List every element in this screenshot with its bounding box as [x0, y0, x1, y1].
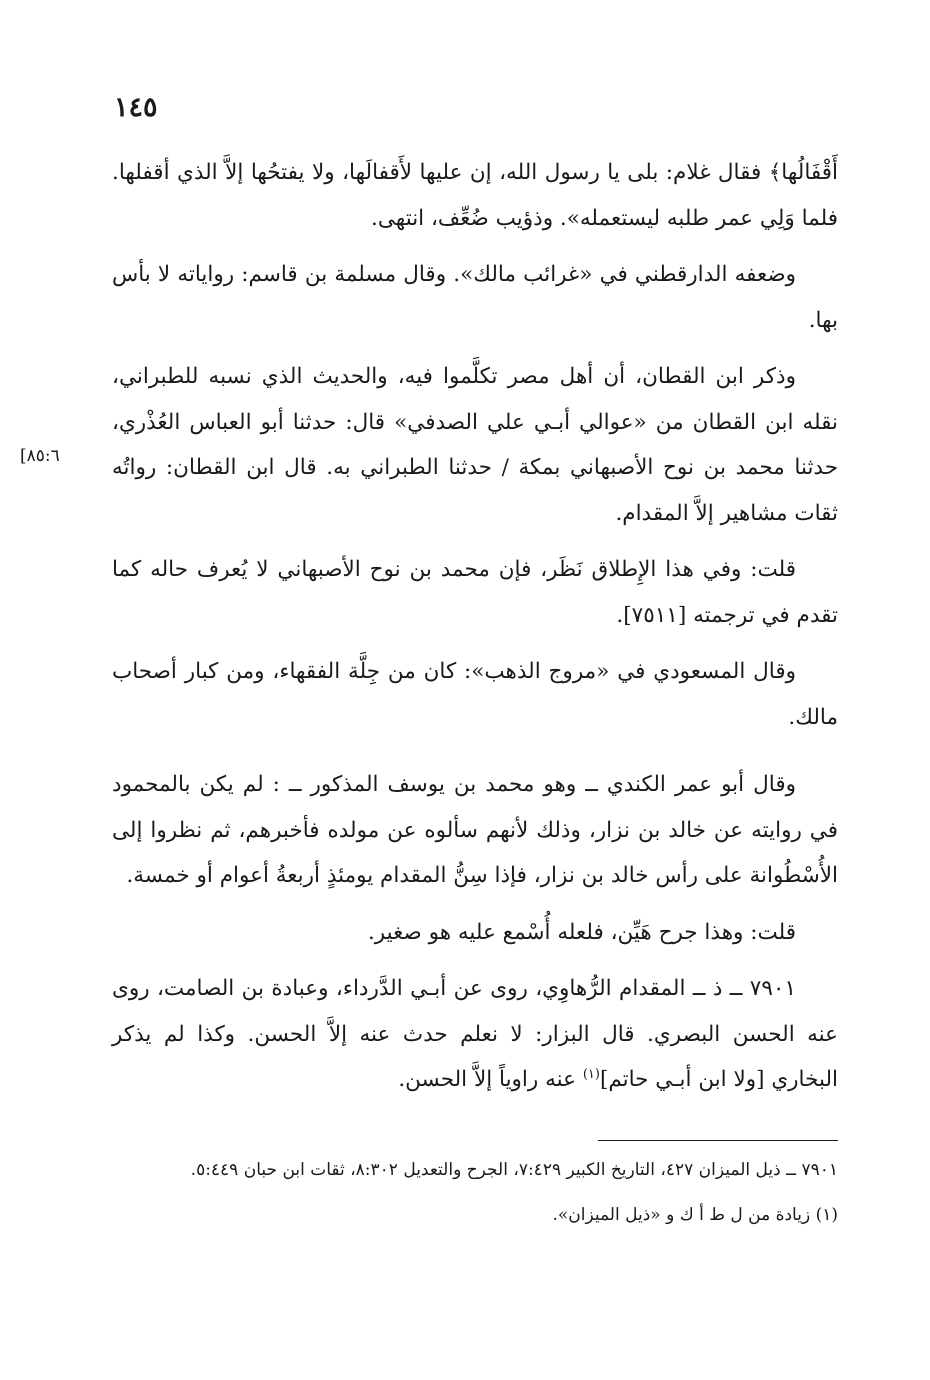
footnote-1: (١) زيادة من ل ط أ ك و «ذيل الميزان». — [552, 1205, 838, 1225]
entry-text-before-note: ٧٩٠١ ــ ذ ــ المقدام الرُّهاوِي، روى عن أبـي الدَّرداء، وعبادة بن الصامت، روى عنه الحسن البصري. قال البزار: لا نعلم حدث عنه إلاَّ الحسن. وكذا لم يذكر البخاري [ولا ابن أبـي حاتم] — [112, 976, 838, 1092]
footnote-sources: ٧٩٠١ ــ ذيل الميزان ٤٢٧، التاريخ الكبير ٧:٤٢٩، الجرح والتعديل ٨:٣٠٢، ثقات ابن حبان ٥:٤٤٩. — [190, 1160, 838, 1180]
paragraph-masudi: وقال المسعودي في «مروج الذهب»: كان من جِلَّة الفقهاء، ومن كبار أصحاب مالك. — [112, 659, 838, 730]
paragraph-kindi: وقال أبو عمر الكندي ــ وهو محمد بن يوسف المذكور ــ : لم يكن بالمحمود في روايته عن خالد بن نزار، وذلك لأنهم سألوه عن مولده فأخبرهم، ثم نظروا إلى الأُسْطُوانة على رأس خالد بن نزار، فإذا سِنُّ المقدام يومئذٍ أربعةُ أعوام أو خمسة. — [112, 772, 838, 888]
entry-text-after-note: عنه راوياً إلاَّ الحسن. — [398, 1067, 583, 1092]
paragraph-continuation: أَقْفَالُها﴾ فقال غلام: بلى يا رسول الله، إن عليها لأَقفالَها، ولا يفتحُها إلاَّ الذي أقفلها. فلما وَلِي عمر طلبه ليستعمله». وذؤيب ضُعِّف، انتهى. — [112, 160, 838, 231]
paragraph-comment-2: قلت: وهذا جرح هَيِّن، فلعله أُسْمع عليه هو صغير. — [367, 919, 796, 945]
main-text — [112, 150, 838, 1103]
page-number: ١٤٥ — [114, 92, 158, 123]
entry-7901 — [112, 966, 838, 1103]
side-page-reference: [٨٥:٦ — [20, 446, 60, 466]
paragraph-daraqutni: وضعفه الدارقطني في «غرائب مالك». وقال مسلمة بن قاسم: رواياته لا بأس بها. — [112, 262, 838, 333]
footnote-marker: (١) — [582, 1066, 600, 1082]
footnotes — [112, 1152, 838, 1234]
paragraph-ibn-qattan: وذكر ابن القطان، أن أهل مصر تكلَّموا فيه، والحديث الذي نسبه للطبراني، نقله ابن القطان من «عوالي أبـي علي الصدفي» قال: حدثنا أبو العباس العُذْري، حدثنا محمد بن نوح الأصبهاني بمكة / حدثنا الطبراني به. قال ابن القطان: رواتُه ثقات مشاهير إلاَّ المقدام. — [112, 364, 838, 526]
footnote-divider — [598, 1140, 838, 1141]
paragraph-comment-1: قلت: وفي هذا الإِطلاق نَظَر، فإن محمد بن نوح الأصبهاني لا يُعرف حاله كما تقدم في ترجمته [٧٥١١]. — [112, 557, 838, 628]
